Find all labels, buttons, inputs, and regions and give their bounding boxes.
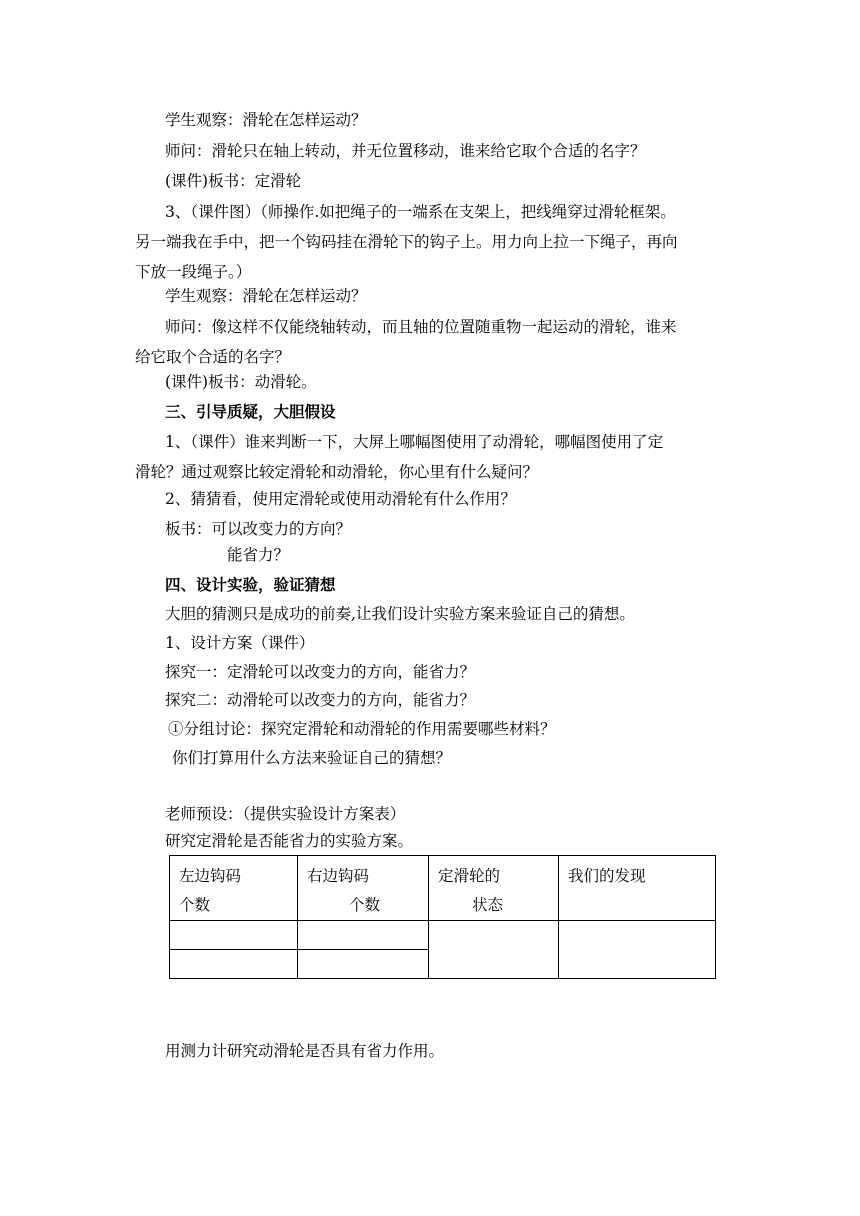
paragraph: 板书：可以改变力的方向？	[165, 520, 352, 538]
paragraph: 另一端我在手中，把一个钩码挂在滑轮下的钩子上。用力向上拉一下绳子，再向	[135, 233, 678, 251]
paragraph: (课件)板书：动滑轮。	[165, 373, 317, 391]
paragraph: 学生观察：滑轮在怎样运动？	[165, 287, 367, 305]
paragraph: 探究二：动滑轮可以改变力的方向，能省力？	[165, 691, 476, 709]
paragraph: 1、设计方案（课件）	[165, 634, 315, 652]
paragraph: 研究定滑轮是否能省力的实验方案。	[165, 832, 414, 850]
table-cell	[298, 950, 429, 979]
header-cell: 定滑轮的 状态	[429, 856, 559, 921]
table-row	[170, 921, 716, 950]
header-cell: 右边钩码 个数	[298, 856, 429, 921]
paragraph: 师问：像这样不仅能绕轴转动，而且轴的位置随重物一起运动的滑轮，谁来	[165, 318, 677, 336]
table-cell	[429, 921, 559, 979]
experiment-table	[169, 855, 716, 979]
paragraph: 老师预设：（提供实验设计方案表）	[165, 805, 406, 823]
header-cell: 左边钩码 个数	[170, 856, 298, 921]
paragraph: 2、猜猜看，使用定滑轮或使用动滑轮有什么作用？	[165, 490, 516, 508]
paragraph: 1、（课件）谁来判断一下，大屏上哪幅图使用了动滑轮，哪幅图使用了定	[165, 433, 664, 451]
paragraph: 你们打算用什么方法来验证自己的猜想？	[172, 749, 452, 767]
section-heading: 四、设计实验，验证猜想	[165, 575, 336, 594]
paragraph: 探究一：定滑轮可以改变力的方向，能省力？	[165, 663, 476, 681]
paragraph: ①分组讨论：探究定滑轮和动滑轮的作用需要哪些材料？	[168, 720, 556, 738]
paragraph: 师问：滑轮只在轴上转动，并无位置移动，谁来给它取个合适的名字？	[165, 142, 646, 160]
table-cell	[170, 950, 298, 979]
paragraph: 滑轮？通过观察比较定滑轮和动滑轮，你心里有什么疑问？	[135, 463, 539, 481]
paragraph: 学生观察：滑轮在怎样运动？	[165, 111, 367, 129]
section-heading: 三、引导质疑，大胆假设	[165, 402, 336, 421]
paragraph: (课件)板书：定滑轮	[165, 172, 302, 190]
paragraph: 给它取个合适的名字？	[135, 348, 291, 366]
paragraph: 能省力？	[227, 546, 290, 564]
table-cell	[559, 921, 716, 979]
paragraph: 用测力计研究动滑轮是否具有省力作用。	[165, 1042, 445, 1060]
header-cell: 我们的发现	[559, 856, 716, 921]
paragraph: 3、（课件图）（师操作.如把绳子的一端系在支架上，把线绳穿过滑轮框架。	[165, 203, 676, 221]
table-header-row	[170, 856, 716, 921]
paragraph: 大胆的猜测只是成功的前奏,让我们设计实验方案来验证自己的猜想。	[165, 605, 635, 623]
table-cell	[298, 921, 429, 950]
table-cell	[170, 921, 298, 950]
paragraph: 下放一段绳子。）	[135, 263, 252, 281]
